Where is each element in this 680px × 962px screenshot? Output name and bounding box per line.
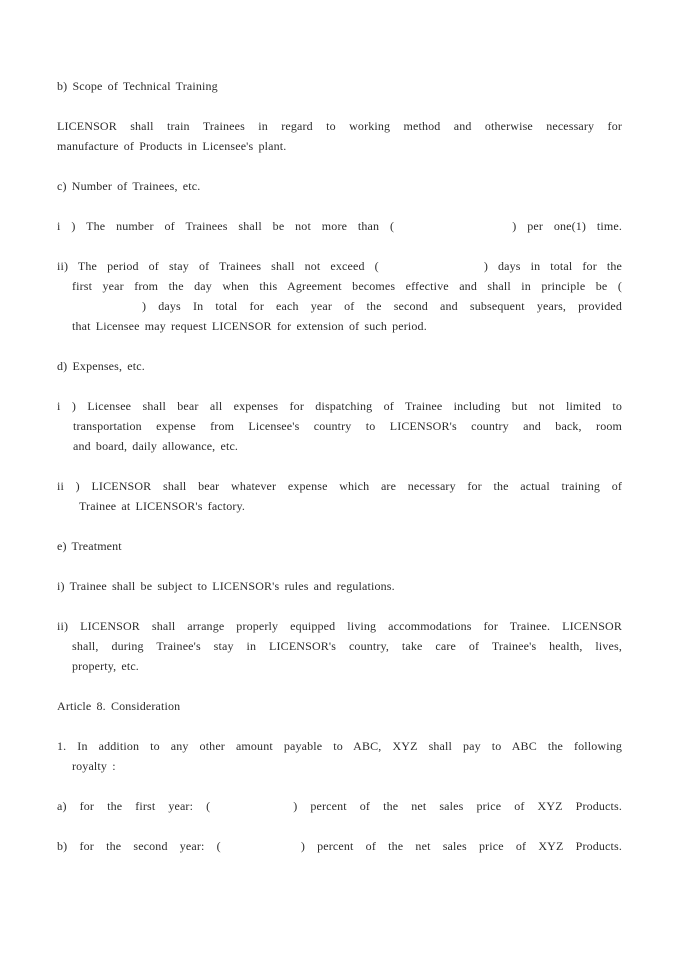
- text-line: ii) The period of stay of Trainees shall not exceed ( ) days in total for the: [57, 259, 622, 273]
- document-block: [57, 116, 622, 156]
- fill-in-blank: [221, 849, 301, 850]
- text-line: Article 8. Consideration: [57, 699, 181, 713]
- text-line: 1. In addition to any other amount payable to ABC, XYZ shall pay to ABC the following: [57, 739, 622, 753]
- document-block: [57, 696, 622, 716]
- fill-in-blank: [379, 269, 484, 270]
- text-line: manufacture of Products in Licensee's plant.: [57, 139, 287, 153]
- document-block: [57, 536, 622, 556]
- text-line: d) Expenses, etc.: [57, 359, 145, 373]
- text-line: ) days In total for each year of the second and subsequent years, provided: [57, 296, 622, 316]
- document-block: [57, 796, 622, 816]
- document-block: [57, 476, 622, 516]
- text-line: LICENSOR shall train Trainees in regard to working method and otherwise necessary for: [57, 119, 622, 133]
- text-line: c) Number of Trainees, etc.: [57, 179, 201, 193]
- text-line: b) for the second year: ( ) percent of the net sales price of XYZ Products.: [57, 839, 622, 853]
- fill-in-blank: [72, 309, 142, 310]
- document-block: [57, 176, 622, 196]
- document-block: [57, 396, 622, 456]
- fill-in-blank: [394, 229, 512, 230]
- document-block: [57, 216, 622, 236]
- text-line: shall, during Trainee's stay in LICENSOR's country, take care of Trainee's health, lives,: [72, 639, 622, 653]
- document-block: [57, 356, 622, 376]
- text-line: b) Scope of Technical Training: [57, 79, 218, 93]
- text-line: i ) The number of Trainees shall be not more than ( ) per one(1) time.: [57, 219, 622, 233]
- text-line: royalty :: [72, 759, 116, 773]
- text-line: ii) LICENSOR shall arrange properly equipped living accommodations for Trainee. LICENSOR: [57, 619, 622, 633]
- document-block: [57, 576, 622, 596]
- document-block: [57, 836, 622, 856]
- text-line: i ) Licensee shall bear all expenses for dispatching of Trainee including but not limited to: [57, 399, 622, 413]
- text-line: a) for the first year: ( ) percent of the net sales price of XYZ Products.: [57, 799, 622, 813]
- text-line: ii ) LICENSOR shall bear whatever expense which are necessary for the actual training of: [57, 479, 622, 493]
- document-block: [57, 76, 622, 96]
- document-block: [57, 616, 622, 676]
- fill-in-blank: [210, 809, 293, 810]
- text-line: i) Trainee shall be subject to LICENSOR's rules and regulations.: [57, 579, 395, 593]
- document-block: [57, 256, 622, 336]
- text-line: e) Treatment: [57, 539, 122, 553]
- document-block: [57, 736, 622, 776]
- text-line: first year from the day when this Agreement becomes effective and shall in principle be (: [72, 279, 622, 293]
- text-line: that Licensee may request LICENSOR for extension of such period.: [72, 319, 427, 333]
- text-line: property, etc.: [72, 659, 139, 673]
- text-line: and board, daily allowance, etc.: [73, 439, 239, 453]
- text-line: transportation expense from Licensee's country to LICENSOR's country and back, room: [73, 419, 622, 433]
- text-line: Trainee at LICENSOR's factory.: [79, 499, 246, 513]
